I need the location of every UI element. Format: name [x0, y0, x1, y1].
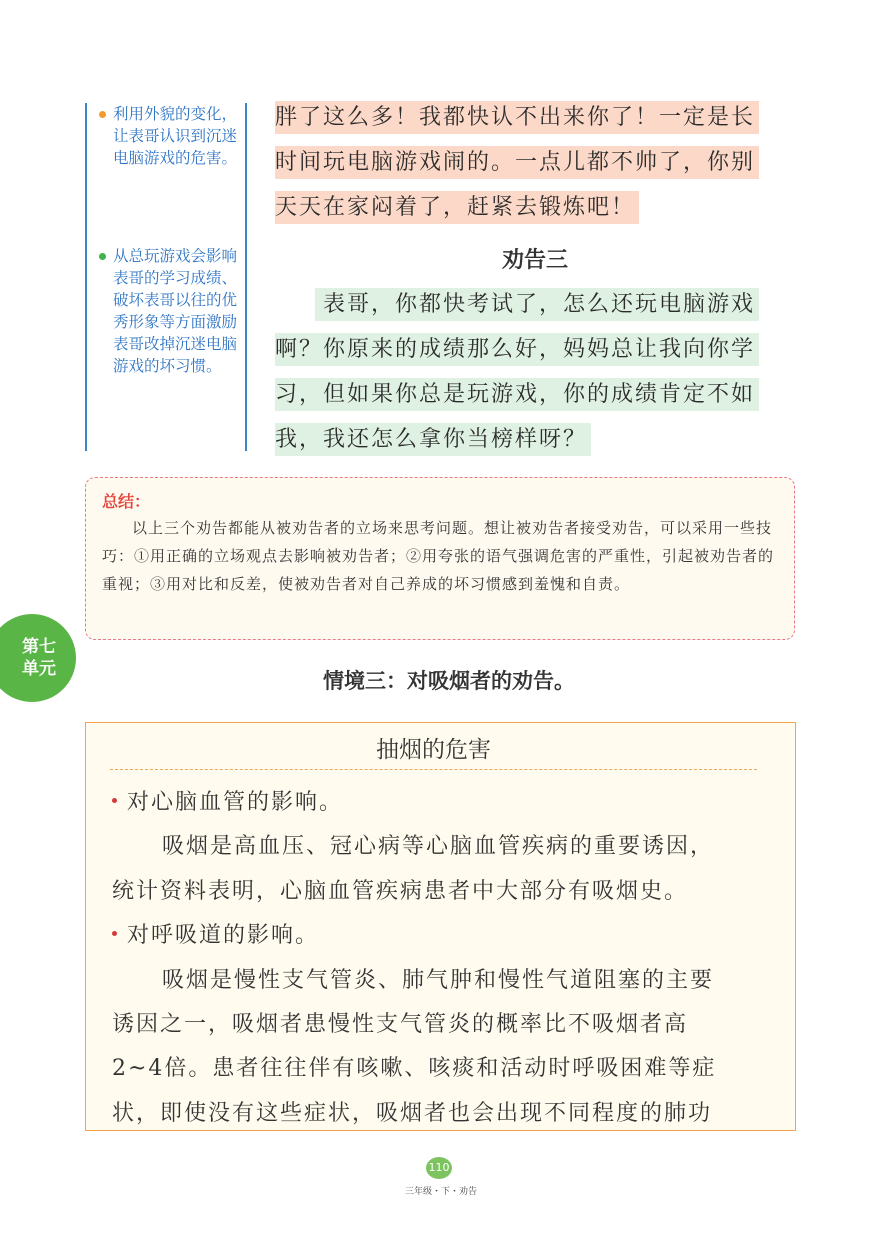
- text-line: 天天在家闷着了，赶紧去锻炼吧！: [275, 191, 639, 224]
- orange-bullet-icon: [99, 111, 106, 118]
- summary-text: 以上三个劝告都能从被劝告者的立场来思考问题。想让被劝告者接受劝告，可以采用一些技巧：①用正确的立场观点去影响被劝告者；②用夸张的语气强调危害的严重性，引起被劝告者的重视；③用对比和反差，使被劝告者对自己养成的坏习惯感到羞愧和自责。: [102, 519, 775, 593]
- margin-note-2: [99, 245, 245, 377]
- margin-note-text: 从总玩游戏会影响表哥的学习成绩、破坏表哥以往的优秀形象等方面激励表哥改掉沉迷电脑游戏的坏习惯。: [113, 247, 238, 375]
- summary-box: [85, 477, 795, 640]
- text-line: 时间玩电脑游戏闹的。一点儿都不帅了，你别: [275, 146, 759, 179]
- text-line: 吸烟是慢性支气管炎、肺气肿和慢性气道阻塞的主要: [162, 967, 715, 993]
- panel-heading: 对心脑血管的影响。: [127, 790, 344, 815]
- summary-label: 总结：: [102, 492, 151, 511]
- unit-badge-line: 单元: [22, 659, 56, 679]
- text-line: 胖了这么多！我都快认不出来你了！一定是长: [275, 101, 759, 134]
- advice2-text: [275, 95, 795, 230]
- panel-title: 抽烟的危害: [110, 735, 757, 770]
- text-line: 统计资料表明，心脑血管疾病患者中大部分有吸烟史。: [112, 878, 689, 904]
- margin-note-text: 利用外貌的变化，让表哥认识到沉迷电脑游戏的危害。: [113, 105, 238, 167]
- heading-line: [112, 914, 781, 958]
- scene-title: 情境三：对吸烟者的劝告。: [323, 669, 575, 693]
- red-bullet-icon: [112, 798, 117, 803]
- page-footer: 三年级・下・劝告: [404, 1187, 477, 1197]
- red-bullet-icon: [112, 931, 117, 936]
- green-bullet-icon: [99, 253, 106, 260]
- margin-note-1: [99, 103, 245, 169]
- unit-badge-line: 第七: [22, 637, 56, 657]
- text-line: 状，即使没有这些症状，吸烟者也会出现不同程度的肺功: [112, 1100, 713, 1126]
- text-line: 表哥，你都快考试了，怎么还玩电脑游戏: [315, 288, 759, 321]
- margin-notes: [85, 103, 245, 451]
- advice3-text: [275, 282, 795, 462]
- text-line: 诱因之一，吸烟者患慢性支气管炎的概率比不吸烟者高: [112, 1011, 689, 1037]
- heading-line: [112, 781, 781, 825]
- text-line: 2~4倍。患者往往伴有咳嗽、咳痰和活动时呼吸困难等症: [112, 1056, 717, 1082]
- advice3-title: 劝告三: [501, 248, 568, 273]
- smoking-harm-panel: [85, 722, 796, 1131]
- panel-content: [112, 781, 781, 1131]
- page-number: 110: [426, 1157, 452, 1179]
- text-line: 习，但如果你总是玩游戏，你的成绩肯定不如: [275, 378, 759, 411]
- panel-heading: 对呼吸道的影响。: [127, 923, 320, 949]
- text-line: 我，我还怎么拿你当榜样呀？: [275, 423, 591, 456]
- margin-divider: [245, 103, 247, 451]
- text-line: 吸烟是高血压、冠心病等心脑血管疾病的重要诱因，: [162, 834, 715, 860]
- text-line: 啊？你原来的成绩那么好，妈妈总让我向你学: [275, 333, 759, 366]
